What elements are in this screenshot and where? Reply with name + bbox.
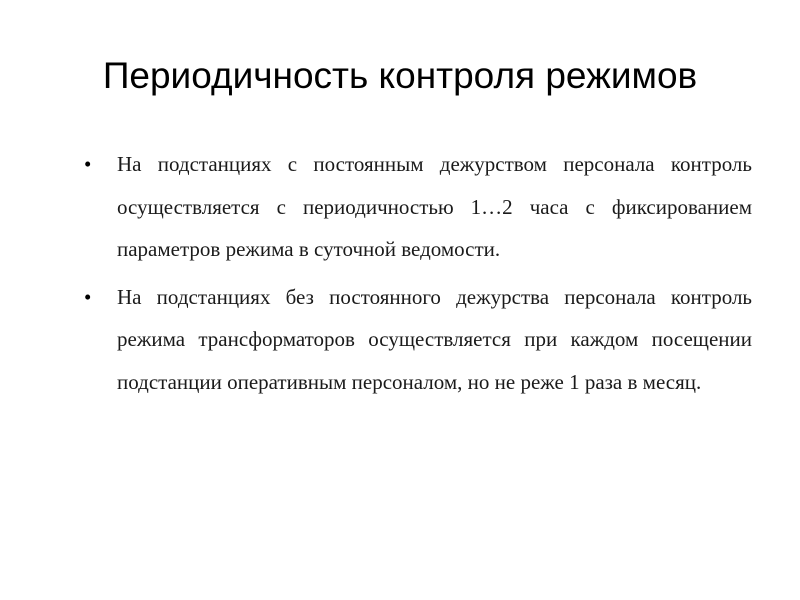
slide-title: Периодичность контроля режимов bbox=[102, 55, 698, 96]
bullet-item-2 bbox=[80, 276, 752, 404]
bullet-item-1 bbox=[80, 143, 752, 271]
bullet-text-1: На подстанциях с постоянным дежурством персонала контроль осуществляется с периодичностью 1…2 часа с фиксированием параметров режима в суточной ведомости. bbox=[117, 152, 752, 261]
bullet-dot-icon: • bbox=[84, 284, 92, 309]
bullet-dot-icon: • bbox=[84, 152, 92, 176]
bullet-list bbox=[80, 143, 752, 408]
bullet-text-2: На подстанциях без постоянного дежурства персонала контроль режима трансформаторов осуществляется при каждом посещении подстанции оперативным персоналом, но не реже 1 раза в месяц. bbox=[117, 284, 752, 394]
